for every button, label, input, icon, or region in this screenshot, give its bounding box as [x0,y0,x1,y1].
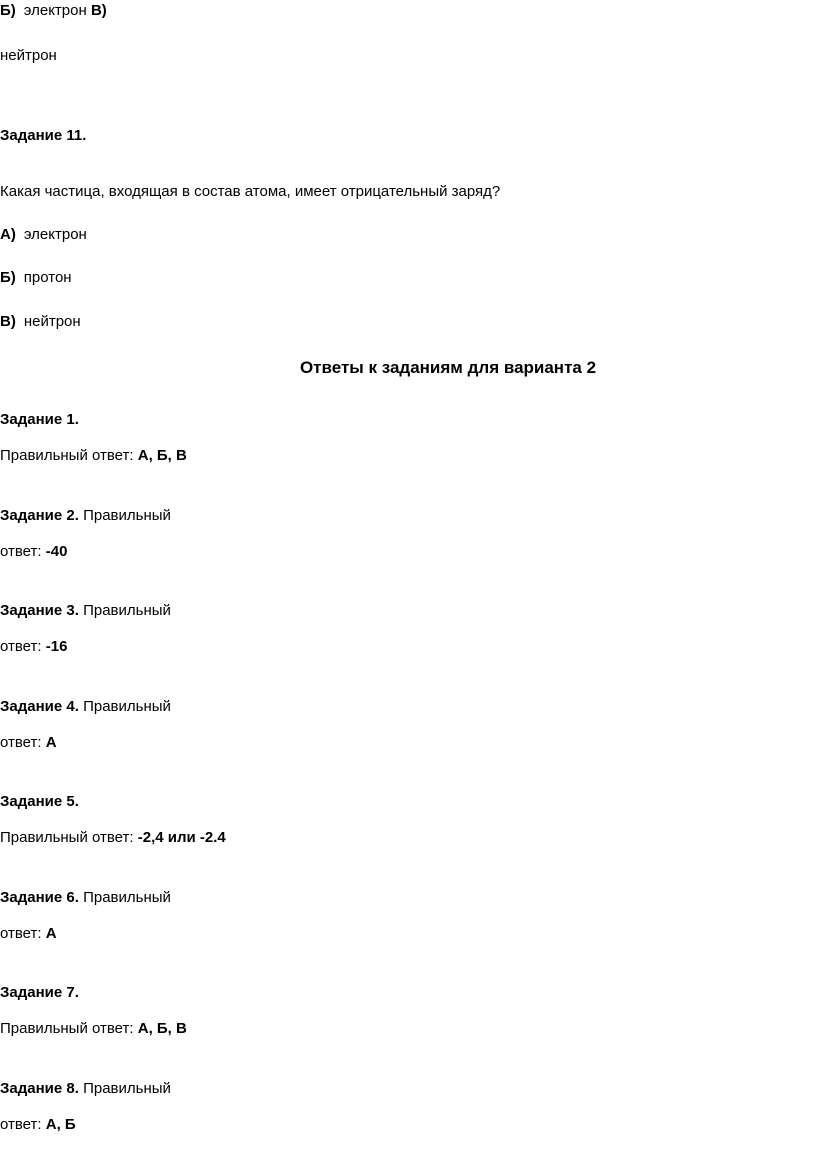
answer-value: А, Б, В [137,447,187,464]
option-marker: Б) [0,269,16,286]
answer-title: Задание 5. [0,793,79,810]
answer-line [0,734,57,752]
option-text-line [0,47,57,65]
answer-title: Задание 4. [0,698,79,715]
answer-title-line [0,602,171,620]
answer-label: Правильный ответ: [0,447,134,464]
answer-title: Задание 2. [0,507,79,524]
answer-line [0,447,187,465]
answer-value: -40 [45,543,68,560]
task-option [0,313,81,331]
answer-label: ответ: [0,734,42,751]
answer-title: Задание 3. [0,602,79,619]
answer-label: Правильный [83,602,171,619]
answer-label: Правильный [83,889,171,906]
answer-value: А, Б, В [137,1020,187,1037]
answer-title-line [0,507,171,525]
answer-label: ответ: [0,925,42,942]
answer-title: Задание 7. [0,984,79,1001]
answer-value: А [45,734,57,751]
answer-line [0,925,57,943]
option-text: электрон [23,226,87,243]
answer-label: ответ: [0,1116,42,1133]
answer-value: А, Б [45,1116,76,1133]
answer-label: Правильный [83,507,171,524]
answer-label: Правильный ответ: [0,829,134,846]
option-text: электрон [23,2,87,19]
answer-label: Правильный [83,698,171,715]
task-question: Какая частица, входящая в состав атома, имеет отрицательный заряд? [0,183,501,200]
task-option [0,226,87,244]
answer-title-line [0,698,171,716]
answer-line [0,638,67,656]
option-marker: Б) [0,2,16,19]
answer-value: А [45,925,57,942]
answer-line [0,829,226,847]
option-marker: А) [0,226,16,243]
answer-label: Правильный [83,1080,171,1097]
answer-title: Задание 6. [0,889,79,906]
answer-label: ответ: [0,543,42,560]
answer-line [0,543,67,561]
option-text: нейтрон [0,47,57,64]
task-title: Задание 11. [0,127,87,144]
option-line-b-v [0,2,107,20]
answer-value: -16 [45,638,68,655]
answer-title: Задание 8. [0,1080,79,1097]
answer-title-line [0,889,171,907]
answer-label: ответ: [0,638,42,655]
task-option [0,269,72,287]
option-marker: В) [0,313,16,330]
answer-value: -2,4 или -2.4 [137,829,226,846]
answer-title: Задание 1. [0,411,79,428]
answer-title-line [0,1080,171,1098]
answer-line [0,1020,187,1038]
answer-line [0,1116,76,1134]
option-text: нейтрон [23,313,81,330]
answers-heading: Ответы к заданиям для варианта 2 [299,358,597,377]
answer-label: Правильный ответ: [0,1020,134,1037]
option-marker: В) [90,2,107,19]
option-text: протон [23,269,72,286]
